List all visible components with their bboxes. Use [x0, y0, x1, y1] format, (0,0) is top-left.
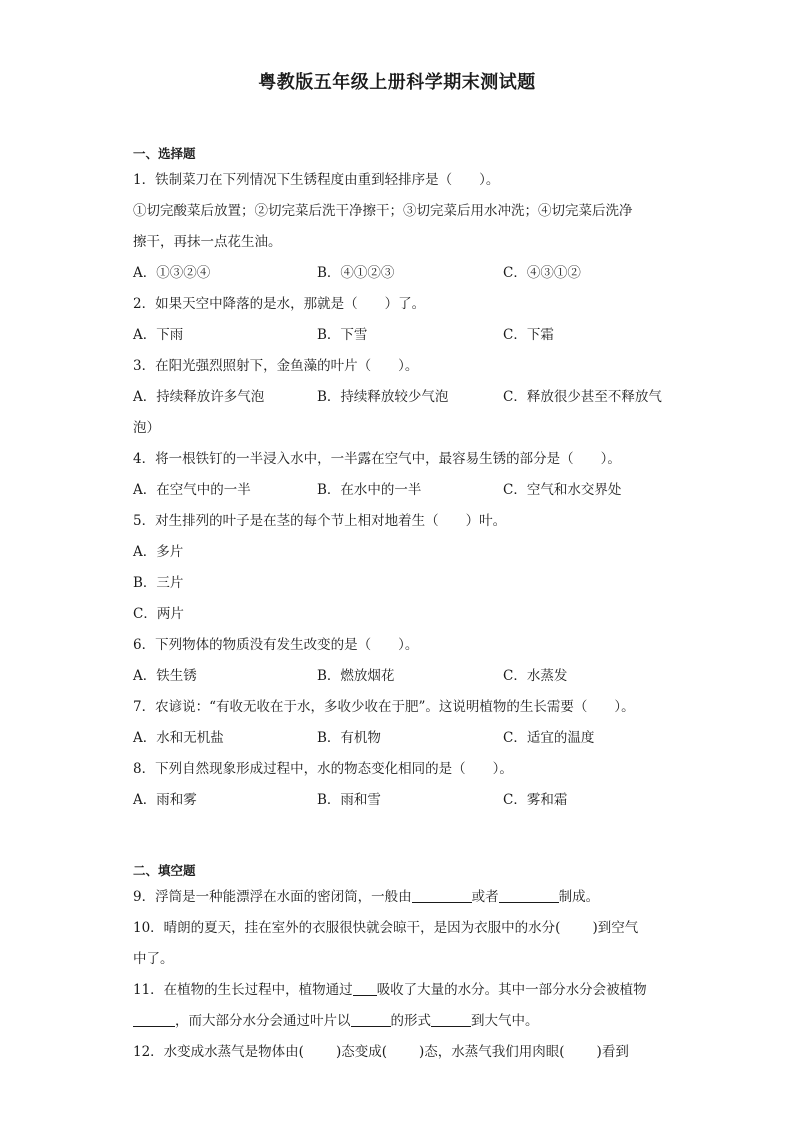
question-1-description-cont: 擦干，再抹一点花生油。 [133, 234, 282, 250]
question-3-option-wrap: 泡） [133, 420, 160, 436]
question-2-options [133, 320, 663, 351]
answer-blank [353, 981, 377, 996]
option-c: C．下霜 [503, 327, 554, 343]
option-a: A．水和无机盐 [133, 730, 224, 746]
question-5-stem: 5．对生排列的叶子是在茎的每个节上相对地着生（ ）叶。 [133, 513, 507, 529]
question-5-option-a: A．多片 [133, 544, 184, 560]
option-b: B．燃放烟花 [317, 668, 395, 684]
question-8-options [133, 785, 663, 816]
answer-blank [412, 888, 472, 903]
question-3-options [133, 382, 663, 413]
answer-blank [133, 1012, 175, 1027]
question-5-option-c: C．两片 [133, 606, 184, 622]
option-a: A．铁生锈 [133, 668, 197, 684]
question-2-stem: 2．如果天空中降落的是水，那就是（ ）了。 [133, 296, 426, 312]
question-5-option-b: B．三片 [133, 575, 184, 591]
option-c: C．④③①② [503, 265, 581, 281]
option-b: B．下雪 [317, 327, 368, 343]
option-c: C．释放很少甚至不释放气 [503, 389, 662, 405]
option-b: B．有机物 [317, 730, 381, 746]
question-9: 9．浮筒是一种能漂浮在水面的密闭筒，一般由 或者 制成。 [133, 889, 600, 905]
answer-blank [499, 888, 559, 903]
answer-blank [351, 1012, 391, 1027]
section-fill-in [133, 860, 663, 1068]
option-b: B．雨和雪 [317, 792, 381, 808]
question-11-cont: ，而大部分水分会通过叶片以 的形式 到大气中。 [133, 1006, 663, 1037]
question-1-description: ①切完酸菜后放置；②切完菜后洗干净擦干；③切完菜后用水冲洗；④切完菜后洗净 [133, 203, 633, 219]
question-10-cont: 中了。 [133, 951, 174, 967]
option-a: A．持续释放许多气泡 [133, 389, 265, 405]
option-a: A．①③②④ [133, 265, 211, 281]
question-4-options [133, 475, 663, 506]
question-7-options [133, 723, 663, 754]
question-6-stem: 6．下列物体的物质没有发生改变的是（ ）。 [133, 637, 419, 653]
question-11: 11．在植物的生长过程中，植物通过 吸收了大量的水分。其中一部分水分会被植物 [133, 982, 647, 998]
section-heading-fill-in: 二、填空题 [133, 863, 196, 878]
question-4-stem: 4．将一根铁钉的一半浸入水中，一半露在空气中，最容易生锈的部分是（ ）。 [133, 451, 621, 467]
option-a: A．下雨 [133, 327, 184, 343]
question-1-options [133, 258, 663, 289]
question-3-stem: 3．在阳光强烈照射下，金鱼藻的叶片（ ）。 [133, 358, 419, 374]
page-title: 粤教版五年级上册科学期末测试题 [258, 72, 536, 93]
question-6-options [133, 661, 663, 692]
question-7-stem: 7．农谚说：“有收无收在于水，多收少收在于肥”。这说明植物的生长需要（ ）。 [133, 699, 635, 715]
question-1-stem: 1．铁制菜刀在下列情况下生锈程度由重到轻排序是（ ）。 [133, 172, 500, 188]
question-12: 12．水变成水蒸气是物体由( )态变成( )态，水蒸气我们用肉眼( )看到 [133, 1044, 629, 1060]
answer-blank [431, 1012, 471, 1027]
option-b: B．在水中的一半 [317, 482, 422, 498]
question-10: 10．晴朗的夏天，挂在室外的衣服很快就会晾干，是因为衣服中的水分( )到空气 [133, 920, 639, 936]
option-b: B．④①②③ [317, 265, 395, 281]
option-c: C．空气和水交界处 [503, 482, 622, 498]
section-heading-choice: 一、选择题 [133, 146, 196, 161]
option-a: A．在空气中的一半 [133, 482, 251, 498]
option-a: A．雨和雾 [133, 792, 197, 808]
section-choice [133, 143, 663, 816]
option-c: C．适宜的温度 [503, 730, 595, 746]
option-b: B．持续释放较少气泡 [317, 389, 449, 405]
question-8-stem: 8．下列自然现象形成过程中，水的物态变化相同的是（ ）。 [133, 761, 513, 777]
option-c: C．水蒸发 [503, 668, 568, 684]
option-c: C．雾和霜 [503, 792, 568, 808]
